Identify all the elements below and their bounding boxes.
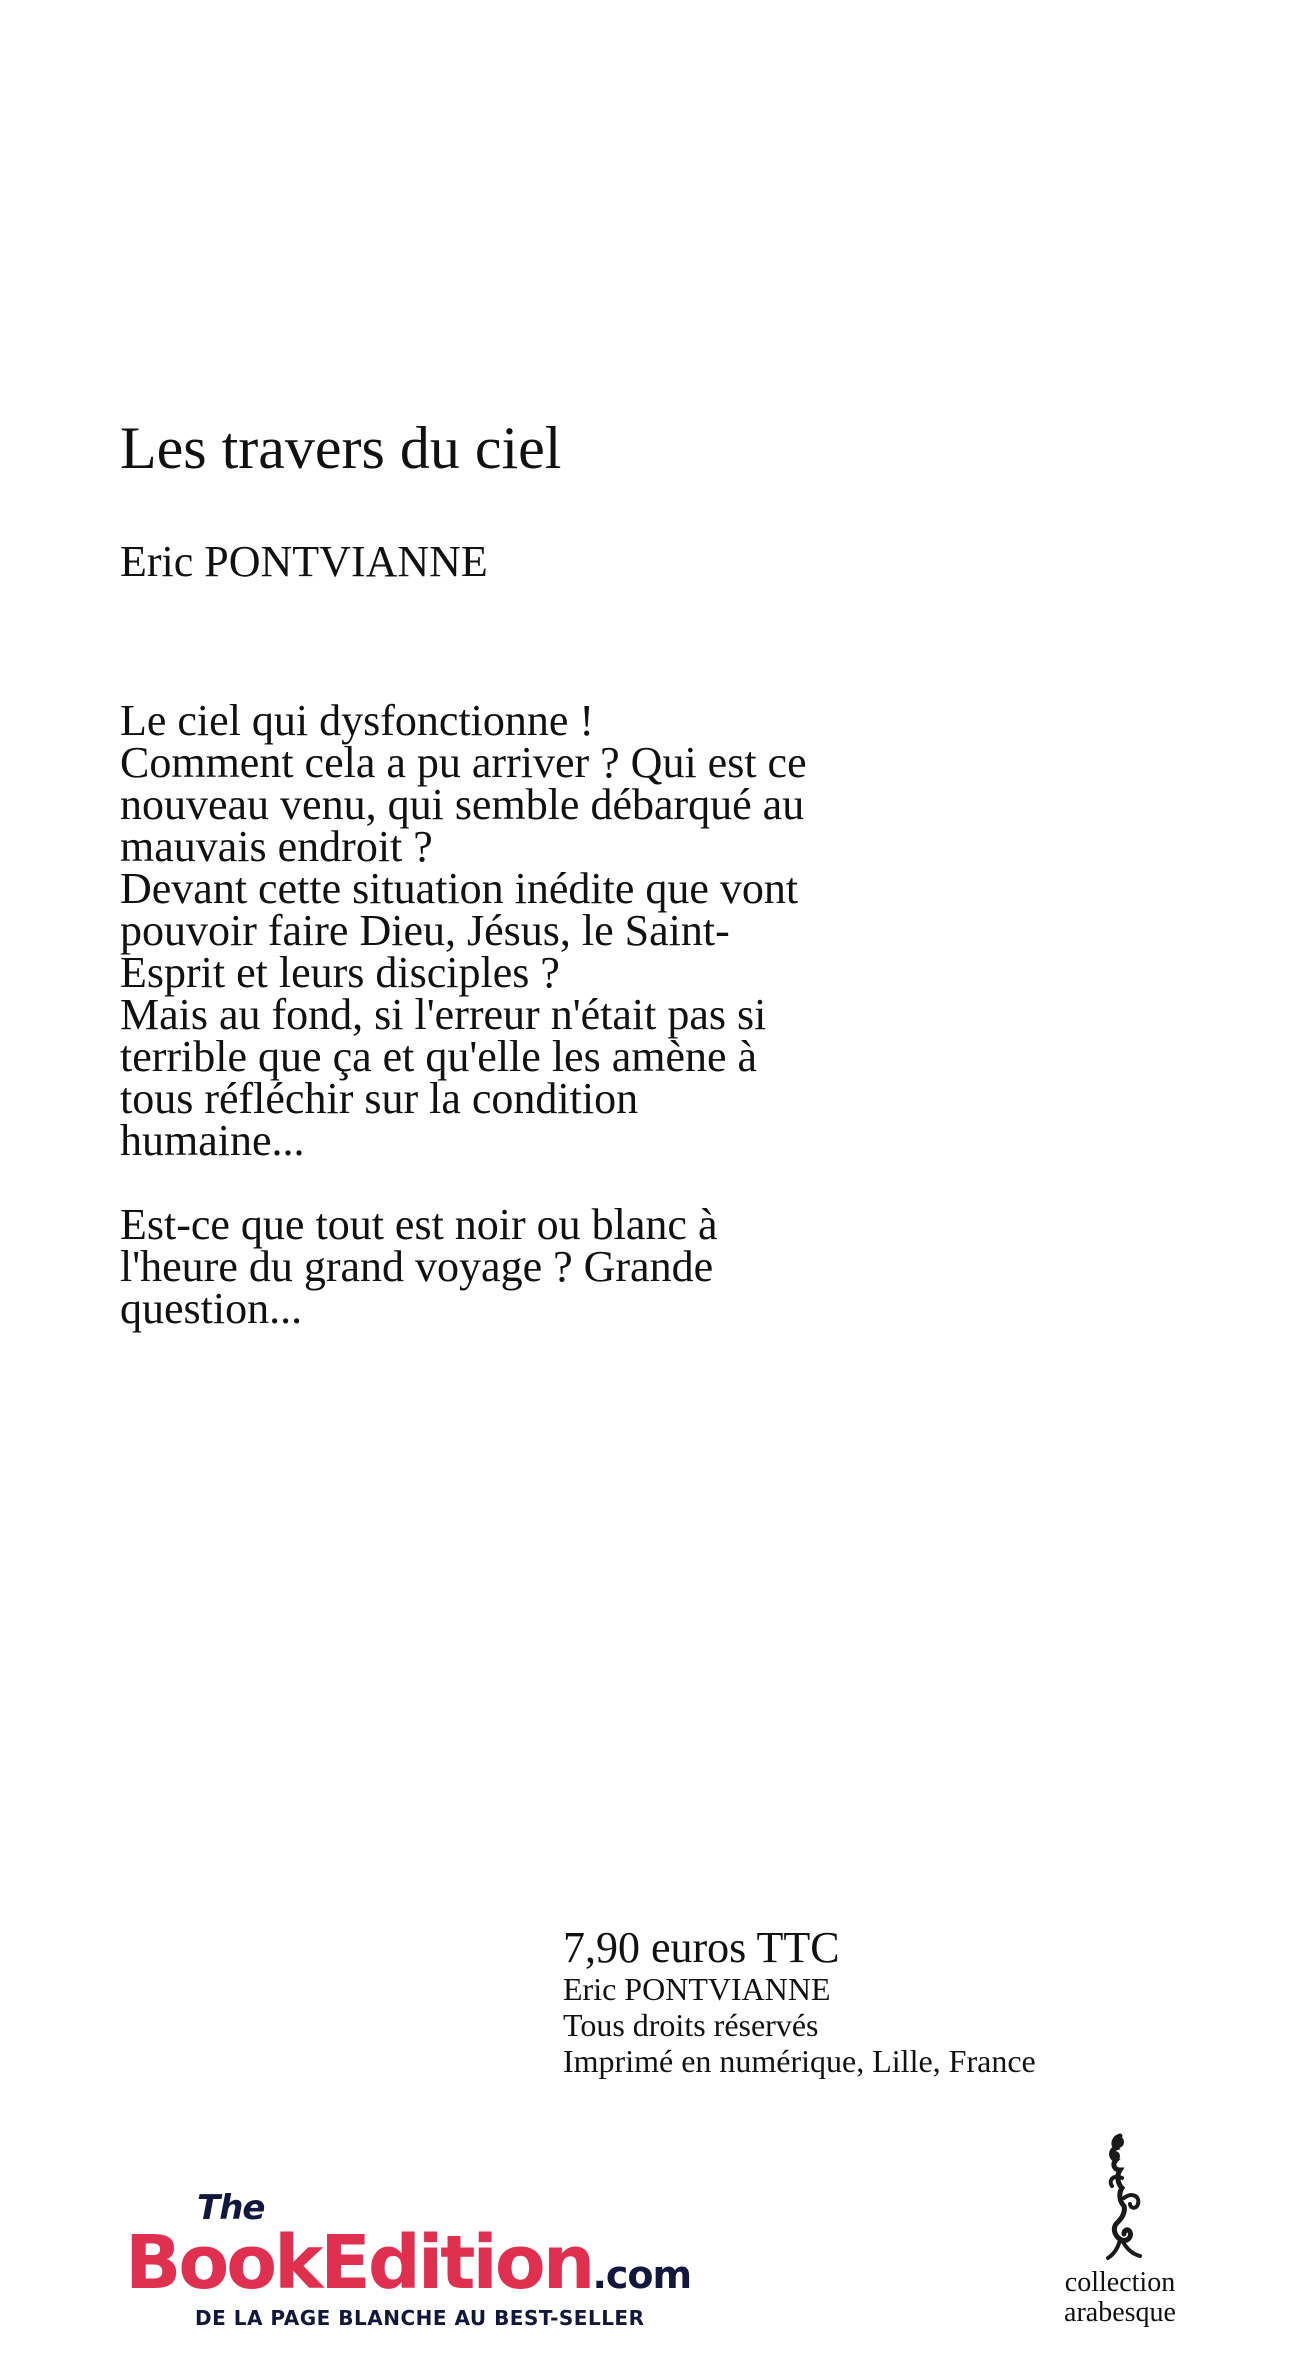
logo-wordmark: [125, 2220, 691, 2306]
blurb-paragraph-1: [120, 696, 980, 1165]
blurb-paragraph-2: [120, 1200, 980, 1333]
blurb-line: pouvoir faire Dieu, Jésus, le Saint-: [120, 906, 730, 955]
blurb-line: Est-ce que tout est noir ou blanc à: [120, 1200, 718, 1249]
blurb-line: Le ciel qui dysfonctionne !: [120, 696, 595, 745]
blurb-line: Esprit et leurs disciples ?: [120, 948, 560, 997]
blurb-line: Devant cette situation inédite que vont: [120, 864, 799, 913]
blurb-line: Comment cela a pu arriver ? Qui est ce: [120, 738, 807, 787]
book-title: Les travers du ciel: [120, 415, 562, 481]
thebookedition-logo: [125, 2188, 725, 2328]
book-author: Eric PONTVIANNE: [120, 537, 488, 586]
blurb-line: terrible que ça et qu'elle les amène à: [120, 1032, 758, 1081]
logo-the-text: The: [197, 2188, 265, 2228]
paragraph-gap: [120, 1162, 980, 1204]
imprint-block: [563, 1925, 1036, 2079]
arabesque-ornament-icon: [1090, 2128, 1150, 2268]
blurb-line: nouveau venu, qui semble débarqué au: [120, 780, 805, 829]
blurb-line: tous réfléchir sur la condition: [120, 1074, 639, 1123]
logo-domain: .com: [592, 2253, 692, 2297]
rights-notice: Tous droits réservés: [563, 2007, 819, 2043]
blurb-line: mauvais endroit ?: [120, 822, 433, 871]
blurb-line: humaine...: [120, 1116, 305, 1165]
logo-name: BookEdition: [125, 2220, 593, 2306]
collection-arabesque-mark: [1030, 2128, 1210, 2328]
blurb-line: Mais au fond, si l'erreur n'était pas si: [120, 990, 767, 1039]
blurb-line: l'heure du grand voyage ? Grande: [120, 1242, 714, 1291]
back-cover-blurb: [120, 696, 980, 1333]
price-label: 7,90 euros TTC: [563, 1923, 840, 1972]
collection-label-line1: collection: [1064, 2267, 1176, 2298]
collection-label-line2: arabesque: [1064, 2297, 1176, 2328]
logo-tagline: DE LA PAGE BLANCHE AU BEST-SELLER: [195, 2306, 645, 2330]
blurb-line: question...: [120, 1284, 303, 1333]
imprint-author: Eric PONTVIANNE: [563, 1971, 831, 2007]
printing-notice: Imprimé en numérique, Lille, France: [563, 2043, 1036, 2079]
